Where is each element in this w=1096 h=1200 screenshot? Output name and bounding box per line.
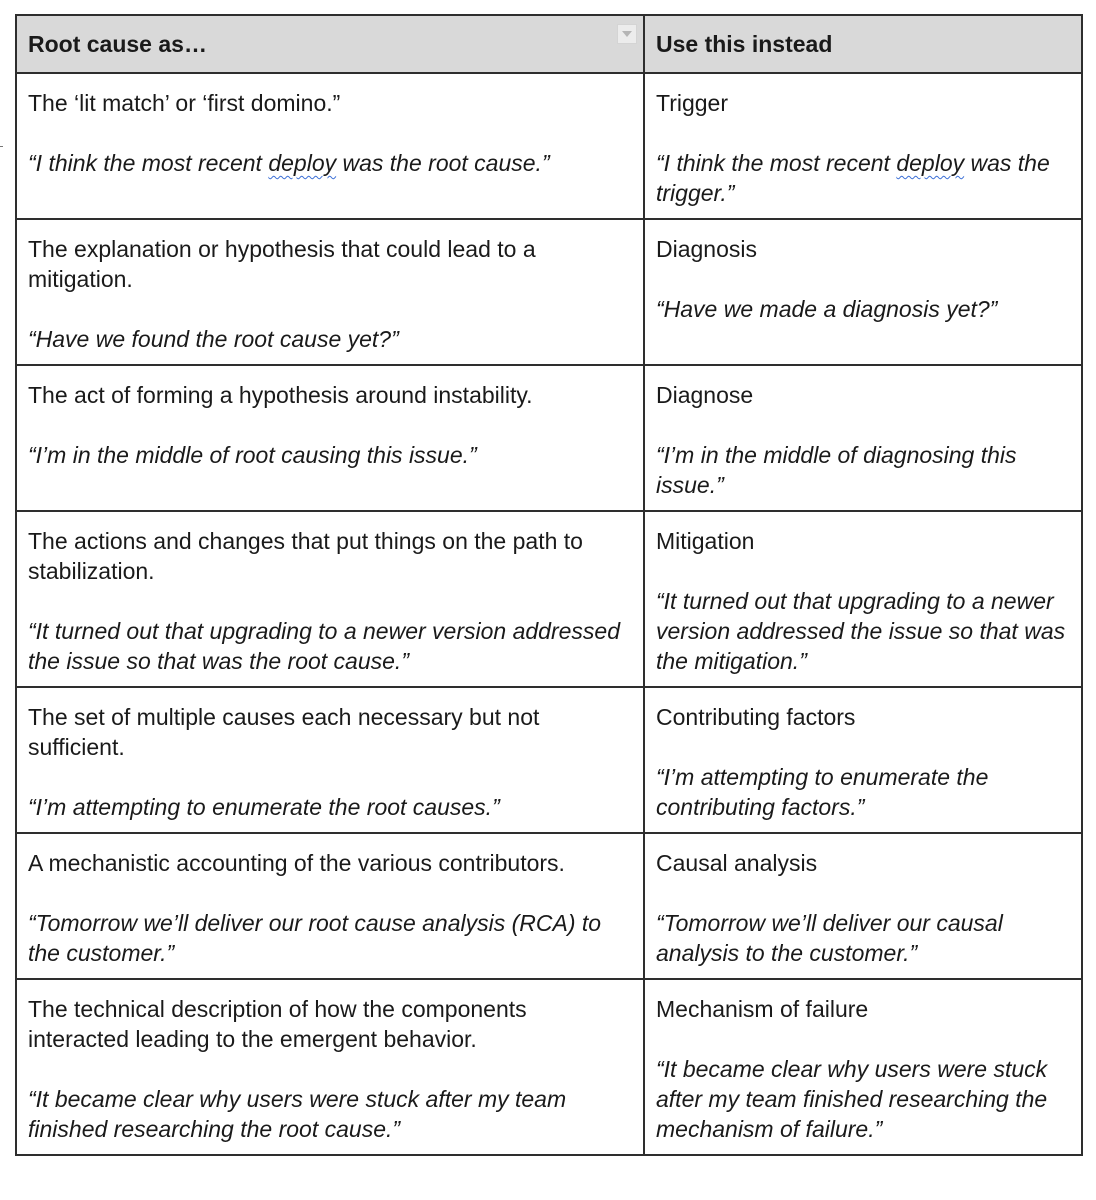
table-row [16,73,1082,219]
root-cause-cell [16,833,644,979]
header-use-this-instead-label: Use this instead [656,31,833,57]
replacement-term: Contributing factors [656,704,856,730]
replacement-example-text: “I’m in the middle of diagnosing this issue.” [656,442,1017,498]
replacement-example-text: “It became clear why users were stuck after my team finished researching the mechanism of failure.” [656,1056,1048,1142]
replacement-cell [644,219,1082,365]
header-root-cause-as-label: Root cause as… [28,31,207,57]
header-use-this-instead [644,15,1082,73]
header-root-cause-as [16,15,644,73]
definition-text: A mechanistic accounting of the various contributors. [28,850,565,876]
replacement-cell [644,511,1082,687]
replacement-term: Trigger [656,90,728,116]
replacement-example-start: “I think the most recent [656,150,897,176]
replacement-term: Diagnose [656,382,754,408]
root-cause-cell [16,365,644,511]
definition-text: The ‘lit match’ or ‘first domino.” [28,90,341,116]
replacement-example-text: “I’m attempting to enumerate the contributing factors.” [656,764,989,820]
definition-text: The actions and changes that put things on the path to stabilization. [28,528,583,584]
table-row [16,511,1082,687]
replacement-term: Mechanism of failure [656,996,869,1022]
example-text: “It became clear why users were stuck after my team finished researching the root cause.” [28,1086,567,1142]
table-row [16,687,1082,833]
example-text [28,148,633,178]
definition-text: The technical description of how the components interacted leading to the emergent behavior. [28,996,527,1052]
replacement-cell [644,833,1082,979]
replacement-term: Mitigation [656,528,755,554]
margin-mark [0,146,3,147]
example-text-end: was the root cause.” [336,150,550,176]
replacement-cell [644,979,1082,1155]
column-dropdown-icon[interactable] [617,24,637,44]
example-text: “Have we found the root cause yet?” [28,326,399,352]
root-cause-cell [16,687,644,833]
example-text: “I’m in the middle of root causing this issue.” [28,442,477,468]
example-text-start: “I think the most recent [28,150,269,176]
replacement-cell [644,687,1082,833]
table-header-row [16,15,1082,73]
root-cause-cell [16,511,644,687]
replacement-example-text [656,148,1071,208]
replacement-example-text: “Tomorrow we’ll deliver our causal analysis to the customer.” [656,910,1003,966]
replacement-example-text: “It turned out that upgrading to a newer version addressed the issue so that was the mitigation.” [656,588,1066,674]
table-row [16,979,1082,1155]
replacement-term: Causal analysis [656,850,818,876]
example-text: “It turned out that upgrading to a newer version addressed the issue so that was the root cause.” [28,618,620,674]
table-row [16,833,1082,979]
replacement-example-text: “Have we made a diagnosis yet?” [656,296,998,322]
root-cause-cell [16,979,644,1155]
definition-text: The explanation or hypothesis that could lead to a mitigation. [28,236,536,292]
definition-text: The set of multiple causes each necessary but not sufficient. [28,704,540,760]
definition-text: The act of forming a hypothesis around instability. [28,382,533,408]
spellcheck-flagged-word[interactable]: deploy [896,150,965,176]
replacement-example-end: was the trigger.” [656,150,1050,206]
spellcheck-flagged-word[interactable]: deploy [268,150,337,176]
table-row [16,219,1082,365]
replacement-cell [644,365,1082,511]
terminology-table [15,14,1083,1156]
replacement-term: Diagnosis [656,236,757,262]
root-cause-cell [16,73,644,219]
table-row [16,365,1082,511]
example-text: “I’m attempting to enumerate the root causes.” [28,794,500,820]
example-text: “Tomorrow we’ll deliver our root cause analysis (RCA) to the customer.” [28,910,602,966]
replacement-cell [644,73,1082,219]
root-cause-cell [16,219,644,365]
